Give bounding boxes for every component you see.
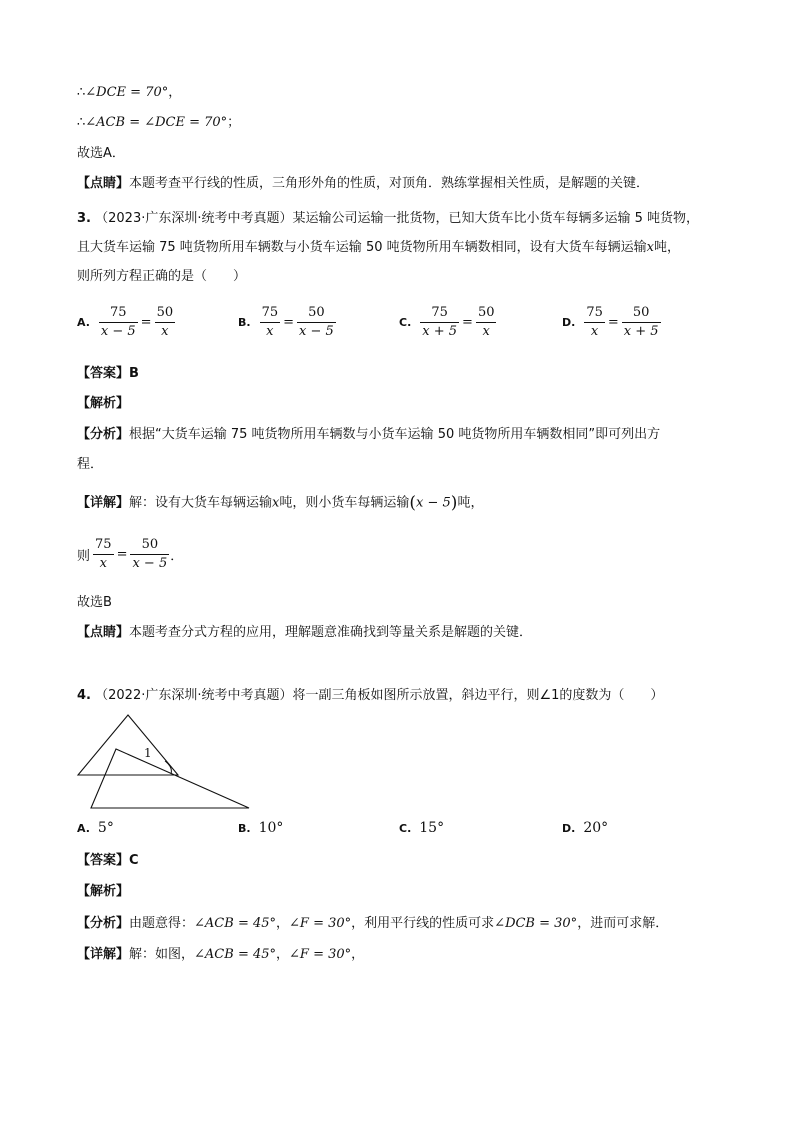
fraction xyxy=(297,304,336,341)
numerator: 50 xyxy=(155,304,176,323)
equals-sign: = xyxy=(140,315,152,330)
choose-text: 故选A． xyxy=(77,146,125,161)
line-choose-a xyxy=(77,145,125,163)
denominator: x − 5 xyxy=(100,324,136,339)
q3-analysis-line xyxy=(77,395,129,413)
equals-sign: = xyxy=(607,315,619,330)
q4-fenxi-line xyxy=(77,915,668,933)
dianjing-text: 本题考查平行线的性质，三角形外角的性质，对顶角．熟练掌握相关性质，是解题的关键． xyxy=(129,176,650,191)
math-angle-acb: ∠ACB = 45° xyxy=(194,916,277,931)
q3-stem-line-3 xyxy=(77,268,246,286)
q4-stem-line xyxy=(77,687,663,705)
q4-stem: 将一副三角板如图所示放置，斜边平行，则∠1的度数为（ ） xyxy=(292,688,664,703)
math-angle-dce: ∠DCE = 70° xyxy=(85,85,169,100)
analysis-tag: 【解析】 xyxy=(77,884,130,899)
numerator: 50 xyxy=(476,304,497,323)
denominator: x xyxy=(161,324,169,339)
math-angle-f: ∠F = 30° xyxy=(289,947,352,962)
option-label: A. xyxy=(77,316,90,329)
q3-choose: 故选B xyxy=(77,595,112,610)
numerator: 75 xyxy=(99,304,138,323)
punct: ． xyxy=(170,549,184,564)
option-value: 20° xyxy=(583,820,609,836)
q4-option-d[interactable] xyxy=(562,820,608,836)
option-label: D. xyxy=(562,316,576,329)
paren-open: ( xyxy=(409,493,417,513)
q3-answer: B xyxy=(129,366,139,381)
q3-var-x: x xyxy=(646,240,654,255)
q3-then-equation xyxy=(77,536,183,573)
expr-x-minus-5: x − 5 xyxy=(416,495,451,511)
q3-fenxi-line-2 xyxy=(77,456,103,474)
fraction xyxy=(93,536,114,573)
fenxi-text: ，进而可求解． xyxy=(577,916,669,931)
q4-option-a[interactable] xyxy=(77,820,114,836)
option-value: 15° xyxy=(419,820,445,836)
q3-detail-line xyxy=(77,494,483,513)
triangle-30 xyxy=(91,749,249,808)
punct: ， xyxy=(276,947,290,962)
fraction xyxy=(130,536,169,573)
option-value: 10° xyxy=(258,820,284,836)
denominator: x xyxy=(482,324,490,339)
therefore-symbol: ∴ xyxy=(77,115,86,130)
q4-number: 4. xyxy=(77,688,91,703)
q3-option-c[interactable] xyxy=(399,304,497,341)
fraction xyxy=(622,304,661,341)
denominator: x xyxy=(266,324,274,339)
numerator: 75 xyxy=(584,304,605,323)
q4-analysis-line xyxy=(77,883,129,901)
fraction xyxy=(155,304,176,341)
numerator: 75 xyxy=(420,304,459,323)
fraction xyxy=(584,304,605,341)
q3-option-b[interactable] xyxy=(238,304,337,341)
detail-text: 解：设有大货车每辆运输 xyxy=(129,495,273,511)
detail-text: 吨，则小货车每辆运输 xyxy=(279,495,410,511)
fenxi-text: ，利用平行线的性质可求 xyxy=(351,916,495,931)
q3-stem-1: 某运输公司运输一批货物，已知大货车比小货车每辆多运输 5 吨货物， xyxy=(292,211,700,226)
denominator: x + 5 xyxy=(422,324,458,339)
detail-tag: 【详解】 xyxy=(77,495,130,511)
dianjing-tag: 【点睛】 xyxy=(77,625,130,640)
q3-stem-3: 则所列方程正确的是（ ） xyxy=(77,269,247,284)
q3-stem-line-1 xyxy=(77,210,699,228)
q3-stem-2-tail: 吨， xyxy=(653,240,680,255)
numerator: 75 xyxy=(260,304,281,323)
fenxi-text: 由题意得： xyxy=(129,916,195,931)
numerator: 50 xyxy=(130,536,169,555)
q3-option-a[interactable] xyxy=(77,304,176,341)
fenxi-tag: 【分析】 xyxy=(77,916,130,931)
punct: ， xyxy=(351,947,365,962)
detail-text: 解：如图， xyxy=(129,947,195,962)
q4-answer-line xyxy=(77,852,139,870)
q3-source: （2023·广东深圳·统考中考真题） xyxy=(95,211,293,226)
fenxi-text-2: 程． xyxy=(77,457,104,472)
denominator: x − 5 xyxy=(299,324,334,339)
option-value: 5° xyxy=(97,820,114,836)
equals-sign: = xyxy=(116,547,128,562)
answer-tag: 【答案】 xyxy=(77,853,130,868)
dianjing-tag: 【点睛】 xyxy=(77,176,130,191)
paren-close: ) xyxy=(450,493,458,513)
triangle-45 xyxy=(78,715,178,775)
q4-option-b[interactable] xyxy=(238,820,283,836)
analysis-tag: 【解析】 xyxy=(77,396,130,411)
option-label: C. xyxy=(399,316,412,329)
equals-sign: = xyxy=(283,315,295,330)
q3-stem-2: 且大货车运输 75 吨货物所用车辆数与小货车运输 50 吨货物所用车辆数相同，设有大货车每辆运输 xyxy=(77,240,647,255)
q3-dianjing-line xyxy=(77,624,532,642)
option-label: D. xyxy=(562,821,576,835)
fraction xyxy=(260,304,281,341)
q4-source: （2022·广东深圳·统考中考真题） xyxy=(95,688,293,703)
numerator: 75 xyxy=(93,536,114,555)
fraction xyxy=(420,304,459,341)
math-angle-acb: ∠ACB = 45° xyxy=(194,947,277,962)
q3-fenxi-line-1 xyxy=(77,426,660,444)
denominator: x xyxy=(590,324,599,339)
numerator: 50 xyxy=(297,304,336,323)
denominator: x xyxy=(99,556,107,571)
q3-choose-line xyxy=(77,594,112,612)
q4-option-c[interactable] xyxy=(399,820,444,836)
q4-detail-line xyxy=(77,946,364,964)
fraction xyxy=(476,304,497,341)
fenxi-text: 根据“大货车运输 75 吨货物所用车辆数与小货车运输 50 吨货物所用车辆数相同”即可列出方 xyxy=(129,427,661,442)
q3-answer-line xyxy=(77,365,139,383)
q3-option-d[interactable] xyxy=(562,304,662,341)
option-label: A. xyxy=(77,821,90,835)
dianjing-text: 本题考查分式方程的应用，理解题意准确找到等量关系是解题的关键． xyxy=(129,625,533,640)
punct: ， xyxy=(276,916,290,931)
detail-tag: 【详解】 xyxy=(77,947,130,962)
denominator: x − 5 xyxy=(132,556,168,571)
math-angle-acb: ∠ACB = ∠DCE = 70° xyxy=(85,115,228,130)
angle-1-label: 1 xyxy=(144,746,152,760)
punct: ； xyxy=(227,115,241,130)
math-angle-f: ∠F = 30° xyxy=(289,916,352,931)
var-x: x xyxy=(272,495,280,511)
option-label: B. xyxy=(238,821,251,835)
answer-tag: 【答案】 xyxy=(77,366,130,381)
option-label: B. xyxy=(238,316,251,329)
numerator: 50 xyxy=(622,304,661,323)
line-angle-acb xyxy=(77,114,240,132)
fenxi-tag: 【分析】 xyxy=(77,427,130,442)
denominator: x + 5 xyxy=(623,324,659,339)
punct: ， xyxy=(168,85,182,100)
q3-number: 3. xyxy=(77,211,91,226)
triangle-figure xyxy=(74,712,256,812)
equals-sign: = xyxy=(462,315,473,330)
q3-stem-line-2 xyxy=(77,239,680,257)
math-angle-dcb: ∠DCB = 30° xyxy=(494,916,578,931)
line-dianjing xyxy=(77,175,649,193)
fraction xyxy=(99,304,138,341)
then-text: 则 xyxy=(77,549,91,564)
q4-answer: C xyxy=(129,853,139,868)
option-label: C. xyxy=(399,821,412,835)
therefore-symbol: ∴ xyxy=(77,85,86,100)
detail-text: 吨， xyxy=(457,495,484,511)
line-angle-dce xyxy=(77,84,181,102)
